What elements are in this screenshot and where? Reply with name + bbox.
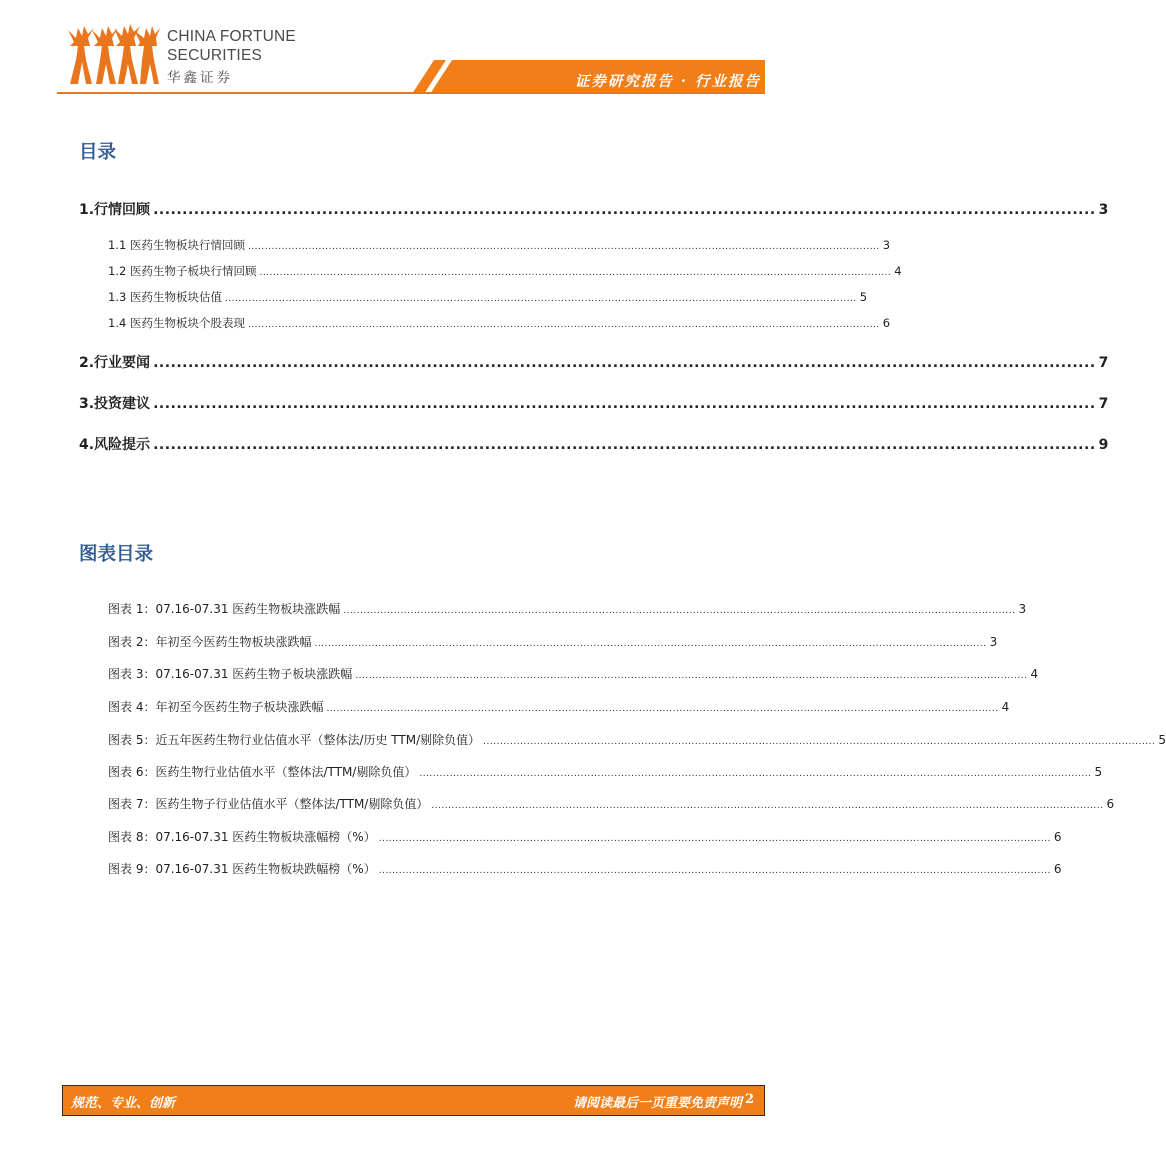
toc-item-label: 3.投资建议 bbox=[79, 396, 151, 412]
toc-item-page: 5 bbox=[859, 290, 868, 304]
toc-item-label: 1.1 医药生物板块行情回顾 bbox=[108, 238, 245, 252]
toc-item[interactable] bbox=[108, 315, 891, 331]
figure-leader-dots: ........................................................................................................................................................................................................ bbox=[378, 834, 1051, 844]
figure-item-page: 4 bbox=[1030, 667, 1039, 681]
toc-item-page: 4 bbox=[894, 264, 902, 278]
figure-leader-dots: ........................................................................................................................................................................................................ bbox=[343, 606, 1016, 616]
toc-item[interactable] bbox=[79, 199, 1109, 219]
toc-item-page: 3 bbox=[1098, 202, 1109, 218]
footer-page-number: 2 bbox=[744, 1092, 754, 1107]
figure-item-page: 3 bbox=[1018, 602, 1027, 616]
toc-leader-dots: ............................................................................................................................................................................................ bbox=[224, 294, 857, 304]
toc-item-label: 1.行情回顾 bbox=[79, 202, 151, 218]
footer-disclaimer: 请阅读最后一页重要免责声明 bbox=[572, 1096, 742, 1111]
figure-item-label: 图表 8：07.16-07.31 医药生物板块涨幅榜（%） bbox=[108, 830, 376, 844]
toc-item-page: 7 bbox=[1098, 396, 1109, 412]
report-type-title: 证券研究报告 · 行业报告 bbox=[574, 73, 761, 90]
toc-leader-dots: ............................................................................................................................................................................................ bbox=[247, 242, 880, 252]
figure-item-label: 图表 4：年初至今医药生物子板块涨跌幅 bbox=[108, 700, 324, 714]
toc-item-label: 1.4 医药生物板块个股表现 bbox=[108, 316, 245, 330]
toc-item-page: 3 bbox=[882, 238, 891, 252]
figure-leader-dots: ........................................................................................................................................................................................................ bbox=[326, 704, 999, 714]
figure-leader-dots: ........................................................................................................................................................................................................ bbox=[378, 866, 1051, 876]
toc-leader-dots: .................................................................................................................................................................. bbox=[153, 355, 1096, 371]
figure-item[interactable] bbox=[108, 665, 1039, 682]
figure-item[interactable] bbox=[108, 731, 1166, 748]
figure-item-page: 5 bbox=[1094, 765, 1103, 779]
figure-item-label: 图表 2：年初至今医药生物板块涨跌幅 bbox=[108, 635, 312, 649]
figure-item[interactable] bbox=[108, 828, 1062, 845]
figure-item-label: 图表 1：07.16-07.31 医药生物板块涨跌幅 bbox=[108, 602, 341, 616]
figure-item-label: 图表 6：医药生物行业估值水平（整体法/TTM/剔除负值） bbox=[108, 765, 417, 779]
figure-leader-dots: ........................................................................................................................................................................................................ bbox=[431, 801, 1104, 811]
toc-item-label: 4.风险提示 bbox=[79, 437, 151, 453]
toc-leader-dots: ............................................................................................................................................................................................ bbox=[259, 268, 892, 278]
toc-item-page: 7 bbox=[1098, 355, 1109, 371]
logo-en-line2: SECURITIES bbox=[167, 47, 263, 64]
toc-item[interactable] bbox=[108, 263, 902, 279]
toc-leader-dots: .................................................................................................................................................................. bbox=[153, 202, 1096, 218]
figure-leader-dots: ........................................................................................................................................................................................................ bbox=[419, 769, 1092, 779]
toc-item[interactable] bbox=[79, 352, 1109, 372]
company-logo-icon bbox=[64, 20, 160, 86]
figure-item[interactable] bbox=[108, 860, 1062, 877]
toc-item-label: 1.3 医药生物板块估值 bbox=[108, 290, 222, 304]
figure-item[interactable] bbox=[108, 795, 1115, 812]
toc-item-label: 2.行业要闻 bbox=[79, 355, 151, 371]
toc-item[interactable] bbox=[108, 237, 891, 253]
logo-english-name bbox=[167, 27, 296, 65]
figure-item[interactable] bbox=[108, 600, 1027, 617]
toc-leader-dots: .................................................................................................................................................................. bbox=[153, 396, 1096, 412]
figure-item-page: 4 bbox=[1001, 700, 1010, 714]
logo-en-line1: CHINA FORTUNE bbox=[167, 28, 296, 45]
figure-item-page: 6 bbox=[1053, 862, 1062, 876]
figure-leader-dots: ........................................................................................................................................................................................................ bbox=[483, 737, 1156, 747]
figure-leader-dots: ........................................................................................................................................................................................................ bbox=[355, 671, 1028, 681]
toc-item[interactable] bbox=[108, 289, 868, 305]
figure-item[interactable] bbox=[108, 763, 1103, 780]
figure-item[interactable] bbox=[108, 698, 1010, 715]
toc-item-label: 1.2 医药生物子板块行情回顾 bbox=[108, 264, 257, 278]
logo-chinese-name: 华鑫证券 bbox=[167, 70, 233, 86]
figure-item-label: 图表 3：07.16-07.31 医药生物子板块涨跌幅 bbox=[108, 667, 353, 681]
header-divider bbox=[57, 92, 765, 94]
footer-motto: 规范、专业、创新 bbox=[71, 1096, 176, 1111]
toc-title: 目录 bbox=[79, 142, 117, 163]
figure-item-page: 6 bbox=[1053, 830, 1062, 844]
figure-item-page: 3 bbox=[989, 635, 998, 649]
figure-item-page: 6 bbox=[1106, 797, 1115, 811]
figure-item-label: 图表 9：07.16-07.31 医药生物板块跌幅榜（%） bbox=[108, 862, 376, 876]
toc-leader-dots: ............................................................................................................................................................................................ bbox=[247, 320, 880, 330]
page-footer bbox=[62, 1085, 765, 1116]
toc-item-page: 6 bbox=[882, 316, 891, 330]
figure-item-page: 5 bbox=[1158, 733, 1166, 747]
toc-item[interactable] bbox=[79, 393, 1109, 413]
toc-item-page: 9 bbox=[1098, 437, 1109, 453]
figure-index-title: 图表目录 bbox=[79, 544, 154, 565]
toc-leader-dots: .................................................................................................................................................................. bbox=[153, 437, 1096, 453]
figure-leader-dots: ........................................................................................................................................................................................................ bbox=[314, 639, 987, 649]
toc-item[interactable] bbox=[79, 434, 1109, 454]
figure-item-label: 图表 5：近五年医药生物行业估值水平（整体法/历史 TTM/剔除负值） bbox=[108, 733, 481, 747]
figure-item-label: 图表 7：医药生物子行业估值水平（整体法/TTM/剔除负值） bbox=[108, 797, 429, 811]
figure-item[interactable] bbox=[108, 633, 998, 650]
